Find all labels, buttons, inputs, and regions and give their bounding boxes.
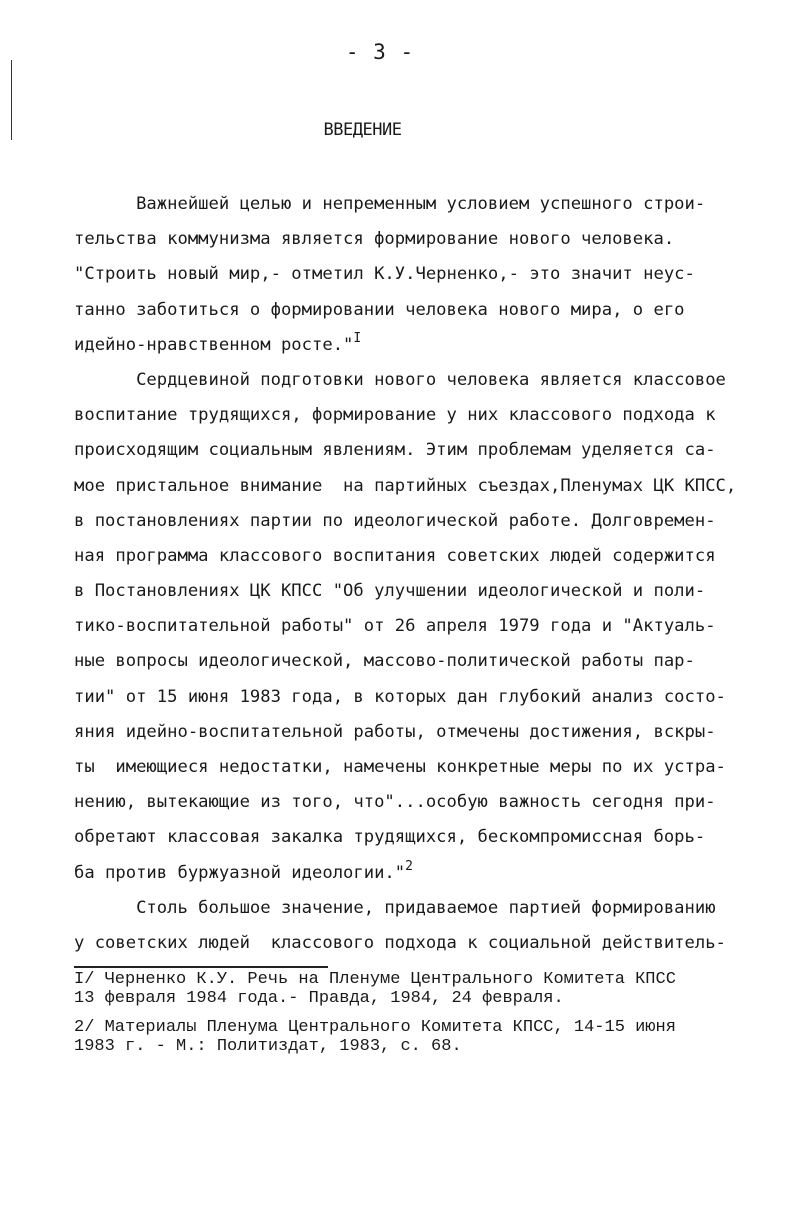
footnote-marker: 2: [405, 858, 413, 874]
text-line: в Постановлениях ЦК КПСС "Об улучшении идеологической и поли-: [74, 581, 706, 602]
text-line: у советских людей классового подхода к социальной действитель-: [74, 932, 726, 953]
text-line-with-footnote: [74, 328, 764, 363]
footnote-line: 13 февраля 1984 года.- Правда, 1984, 24 февраля.: [74, 989, 564, 1008]
text-line: Столь большое значение, придаваемое партией формированию: [74, 897, 716, 918]
text-line: нению, вытекающие из того, что"...особую важность сегодня при-: [74, 792, 716, 813]
text-line: идейно-нравственном росте.": [74, 334, 354, 355]
text-line: обретают классовая закалка трудящихся, бескомпромиссная борь-: [74, 827, 706, 848]
text-line: тии" от 15 июня 1983 года, в которых дан глубокий анализ состо-: [74, 686, 726, 707]
footnote-line: 2/ Материалы Пленума Центрального Комитета КПСС, 14-15 июня: [74, 1018, 676, 1037]
footnote-line: I/ Черненко К.У. Речь на Пленуме Центрального Комитета КПСС: [74, 970, 676, 989]
text-line: "Строить новый мир,- отметил К.У.Черненко,- это значит неус-: [74, 264, 695, 285]
text-line: мое пристальное внимание на партийных съездах,Пленумах ЦК КПСС,: [74, 475, 737, 496]
text-line: ты имеющиеся недостатки, намечены конкретные меры по их устра-: [74, 757, 726, 777]
page-number: - 3 -: [345, 40, 415, 64]
text-line: Важнейшей целью и непременным условием успешного строи-: [74, 194, 706, 214]
text-line: воспитание трудящихся, формирование у них классового подхода к: [74, 405, 716, 426]
footnotes: [74, 970, 764, 1066]
text-line: ные вопросы идеологической, массово-политической работы пар-: [74, 651, 695, 672]
page-title: ВВЕДЕНИЕ: [323, 120, 402, 140]
footnote-line: 1983 г. - М.: Политиздат, 1983, с. 68.: [74, 1037, 462, 1056]
footnote-divider: [74, 966, 328, 968]
text-line: яния идейно-воспитательной работы, отмечены достижения, вскры-: [74, 721, 716, 742]
text-line: ба против буржуазной идеологии.": [74, 862, 406, 883]
text-line: в постановлениях партии по идеологической работе. Долговремен-: [74, 510, 716, 531]
text-line: танно заботиться о формировании человека нового мира, о его: [74, 299, 685, 320]
text-line-with-footnote: [74, 856, 764, 891]
footnote-1: [74, 970, 764, 1008]
footnote-marker: I: [353, 330, 362, 346]
text-line: тико-воспитательной работы" от 26 апреля 1979 года и "Актуаль-: [74, 616, 716, 637]
text-line: Сердцевиной подготовки нового человека является классовое: [74, 369, 726, 390]
body-text: [74, 187, 764, 961]
text-line: ная программа классового воспитания советских людей содержится: [74, 545, 716, 566]
text-line: тельства коммунизма является формирование нового человека.: [74, 229, 675, 250]
footnote-2: [74, 1018, 764, 1056]
text-line: происходящим социальным явлениям. Этим проблемам уделяется са-: [74, 440, 716, 461]
